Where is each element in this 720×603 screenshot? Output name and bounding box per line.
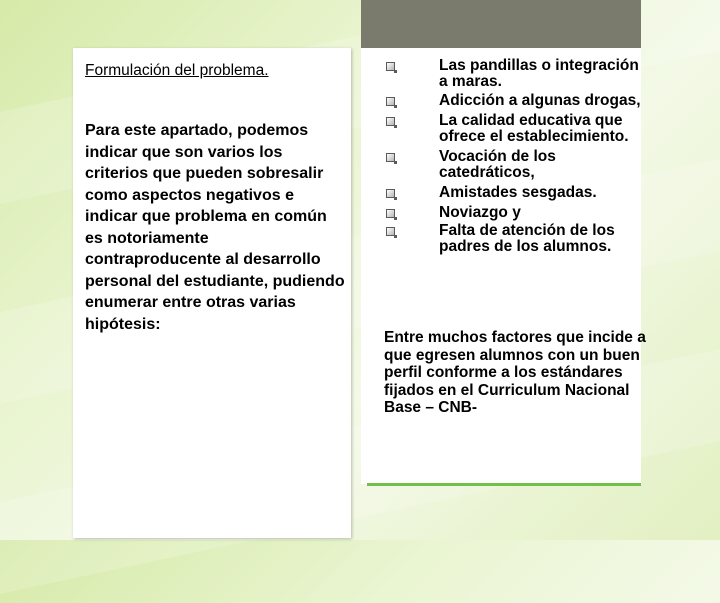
list-item-label: Amistades sesgadas. bbox=[439, 184, 597, 201]
checkbox-bullet-icon bbox=[386, 189, 395, 198]
left-text-panel bbox=[73, 48, 351, 538]
checkbox-bullet-icon bbox=[386, 153, 395, 162]
checkbox-bullet-icon bbox=[386, 62, 395, 71]
list-item bbox=[384, 223, 646, 255]
header-bar bbox=[361, 0, 641, 48]
checkbox-bullet-icon bbox=[386, 227, 395, 236]
list-item-label: Falta de atención de los padres de los alumnos. bbox=[439, 222, 615, 255]
problem-formulation-title: Formulación del problema. bbox=[85, 62, 269, 79]
list-item-label: Vocación de los catedráticos, bbox=[439, 148, 556, 181]
checkbox-bullet-icon bbox=[386, 209, 395, 218]
list-item-label: Noviazgo y bbox=[439, 204, 521, 221]
list-item bbox=[384, 205, 646, 221]
list-item bbox=[384, 58, 646, 90]
accent-underline bbox=[367, 483, 641, 486]
checkbox-bullet-icon bbox=[386, 117, 395, 126]
checkbox-bullet-icon bbox=[386, 97, 395, 106]
list-item bbox=[384, 185, 646, 201]
list-item-label: Las pandillas o integración a maras. bbox=[439, 57, 639, 90]
closing-statement: Entre muchos factores que incide a que egresen alumnos con un buen perfil conforme a los estándares fijados en el Curriculum Nacional Base – CNB- bbox=[384, 329, 646, 416]
list-item bbox=[384, 149, 646, 181]
list-item bbox=[384, 93, 646, 109]
list-item bbox=[384, 113, 646, 145]
hypothesis-list bbox=[384, 58, 646, 255]
list-item-label: Adicción a algunas drogas, bbox=[439, 92, 641, 109]
problem-description-text: Para este apartado, podemos indicar que son varios los criterios que pueden sobresalir como aspectos negativos e indicar que problema en común es notoriamente contraproducente al desarrollo personal del estudiante, pudiendo enumerar entre otras varias hipótesis: bbox=[85, 122, 345, 333]
list-item-label: La calidad educativa que ofrece el establecimiento. bbox=[439, 112, 629, 145]
